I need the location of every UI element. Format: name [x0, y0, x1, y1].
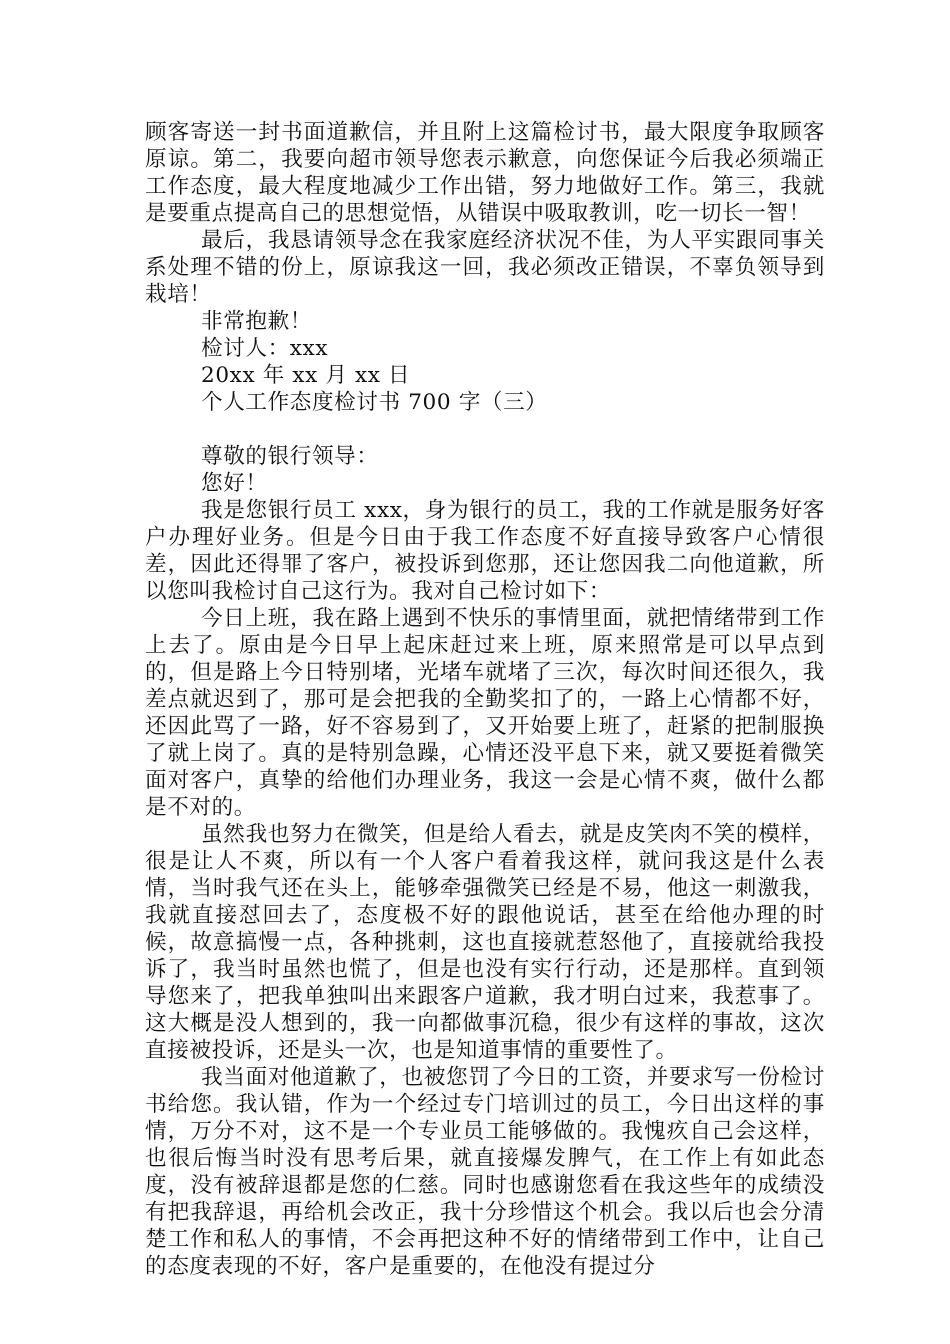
document-page — [145, 119, 825, 1280]
closing-apology: 非常抱歉！ — [201, 309, 312, 334]
date-line: 20xx 年 xx 月 xx 日 — [201, 363, 411, 388]
paragraph-background: 今日上班，我在路上遇到不快乐的事情里面，就把情绪带到工作上去了。原由是今日早上起床赶过来上班，原来照常是可以早点到的，但是路上今日特别堵，光堵车就堵了三次，每次时间还很久，我差点就迟到了，那可是会把我的全勤奖扣了的，一路上心情都不好，还因此骂了一路，好不容易到了，又开始要上班了，赶紧的把制服换了就上岗了。真的是特别急躁，心情还没平息下来，就又要挺着微笑面对客户，真挚的给他们办理业务，我这一会是心情不爽，做什么都是不对的。 — [145, 606, 825, 820]
blank-line — [145, 416, 825, 443]
salutation: 尊敬的银行领导： — [201, 444, 379, 469]
section-heading: 个人工作态度检讨书 700 字（三） — [201, 390, 548, 415]
signature-line: 检讨人：xxx — [201, 336, 329, 361]
greeting: 您好！ — [201, 471, 268, 496]
paragraph-introduction: 我是您银行员工 xxx，身为银行的员工，我的工作就是服务好客户办理好业务。但是今日由于我工作态度不好直接导致客户心情很差，因此还得罪了客户，被投诉到您那，还让您因我二向他道歉，所以您叫我检讨自己这行为。我对自己检讨如下： — [145, 498, 825, 604]
paragraph-apology-steps: 顾客寄送一封书面道歉信，并且附上这篇检讨书，最大限度争取顾客原谅。第二，我要向超市领导您表示歉意，向您保证今后我必须端正工作态度，最大程度地减少工作出错，努力地做好工作。第三，我就是要重点提高自己的思想觉悟，从错误中吸取教训，吃一切长一智！ — [145, 120, 825, 226]
paragraph-reflection: 我当面对他道歉了，也被您罚了今日的工资，并要求写一份检讨书给您。我认错，作为一个经过专门培训过的员工，今日出这样的事情，万分不对，这不是一个专业员工能够做的。我愧疚自己会这样，也很后悔当时没有思考后果，就直接爆发脾气，在工作上有如此态度，没有被辞退都是您的仁慈。同时也感谢您看在我这些年的成绩没有把我辞退，再给机会改正，我十分珍惜这个机会。我以后也会分清楚工作和私人的事情，不会再把这种不好的情绪带到工作中，让自己的态度表现的不好，客户是重要的，在他没有提过分 — [145, 1065, 825, 1279]
paragraph-incident: 虽然我也努力在微笑，但是给人看去，就是皮笑肉不笑的模样，很是让人不爽，所以有一个人客户看着我这样，就问我这是什么表情，当时我气还在头上，能够牵强微笑已经是不易，他这一刺激我，我就直接怼回去了，态度极不好的跟他说话，甚至在给他办理的时候，故意搞慢一点，各种挑刺，这也直接就惹怒他了，直接就给我投诉了，我当时虽然也慌了，但是也没有实行行动，还是那样。直到领导您来了，把我单独叫出来跟客户道歉，我才明白过来，我惹事了。这大概是没人想到的，我一向都做事沉稳，很少有这样的事故，这次直接被投诉，还是头一次，也是知道事情的重要性了。 — [145, 822, 825, 1063]
paragraph-closing-request: 最后，我恳请领导念在我家庭经济状况不佳，为人平实跟同事关系处理不错的份上，原谅我这一回，我必须改正错误，不辜负领导到栽培！ — [145, 228, 825, 307]
